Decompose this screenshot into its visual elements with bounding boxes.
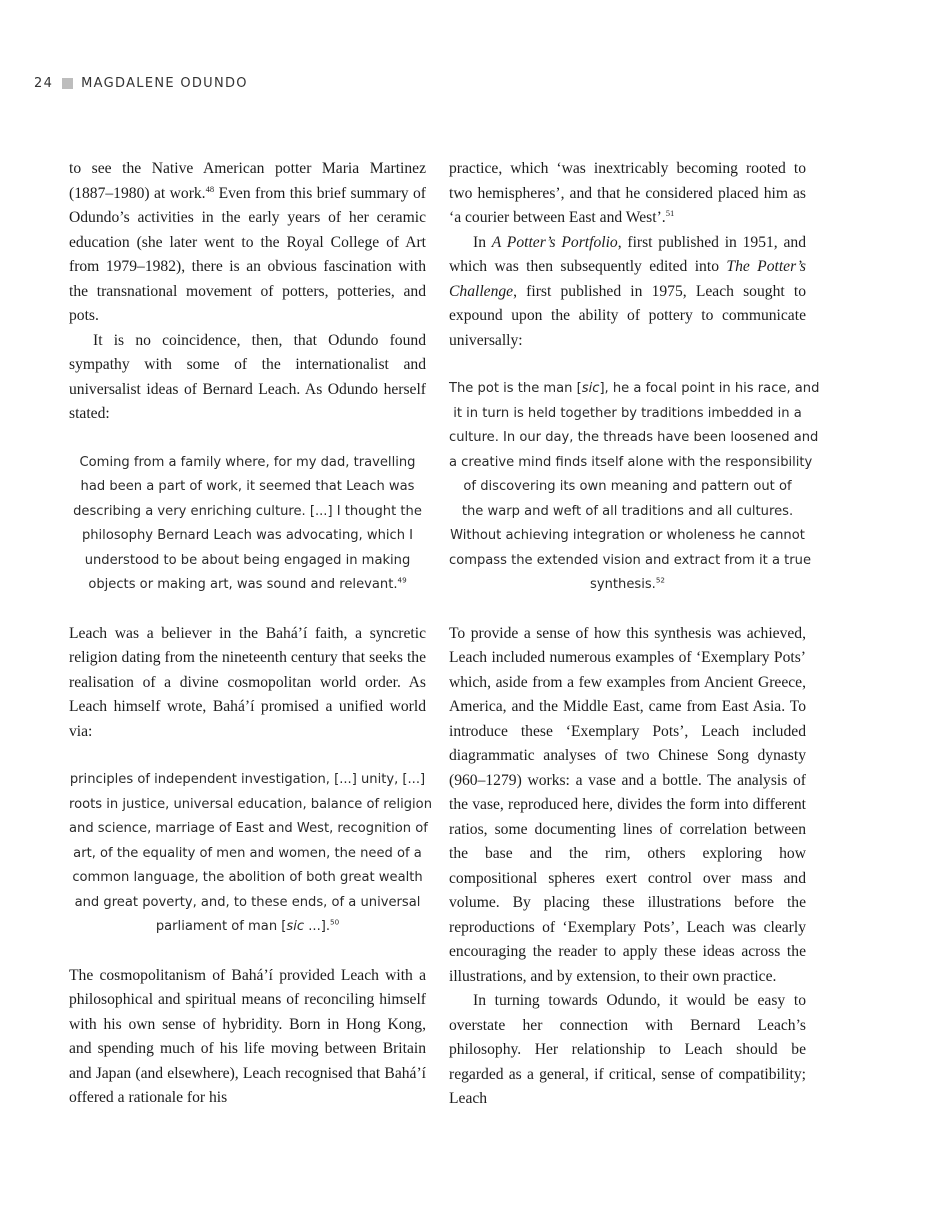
paragraph: to see the Native American potter Maria Martinez (1887–1980) at work.$^{48}$ Even from this brief summary of Odundo’s activities in the early years of her ceramic education (she later went to the Royal College of Art from 1979–1982), there is an obvious fascination with the transnational movement of potters, potteries, and pots. — [69, 160, 426, 324]
paragraph: In A Potter’s Portfolio, first published in 1951, and which was then subsequently edited into The Potter’s Challenge, first published in 1975, Leach sought to expound upon the ability of pottery to communicate universally: — [449, 233, 807, 349]
book-title: A Potter’s Portfolio — [491, 233, 618, 251]
left-column — [69, 157, 432, 1111]
page-number: 24 — [34, 76, 54, 91]
block-quote: Coming from a family where, for my dad, travelling had been a part of work, it seemed that Leach was describing a very enriching culture. [...] I thought the philosophy Bernard Leach was advocating, which I understood to be about being engaged in making objects or making art, was sound and relevant.$^{49}$ — [73, 454, 422, 592]
paragraph: To provide a sense of how this synthesis was achieved, Leach included numerous examples of ‘Exemplary Pots’ which, aside from a few examples from Ancient Greece, America, and the Middle East, came from East Asia. To introduce these ‘Exemplary Pots’, Leach included diagrammatic analyses of two Chinese Song dynasty (960–1279) works: a vase and a bottle. The analysis of the vase, reproduced here, divides the form into different ratios, some documenting lines of correlation between the base and the rim, others exploring how compositional spheres exert control over mass and volume. By placing these illustrations before the reproductions of ‘Exemplary Pots’, Leach was clearly encouraging the reader to apply these ideas across the illustrations, and by extension, to their own practice. — [449, 624, 806, 985]
block-quote: principles of independent investigation, [...] unity, [...] roots in justice, universal education, balance of religion and science, marriage of East and West, recognition of art, of the equality of men and women, the need of a common language, the abolition of both great wealth and great poverty, and, to these ends, of a universal parliament of man [sic ...].$^{50}$ — [69, 772, 432, 934]
paragraph: In turning towards Odundo, it would be easy to overstate her connection with Bernard Leach’s philosophy. Her relationship to Leach should be regarded as a general, if critical, sense of compatibility; Leach — [449, 992, 806, 1107]
right-column — [449, 157, 820, 1112]
paragraph: It is no coincidence, then, that Odundo found sympathy with some of the internationalist and universalist ideas of Bernard Leach. As Odundo herself stated: — [69, 331, 426, 422]
footnote-ref[interactable]: 48 — [205, 183, 215, 194]
block-quote: The pot is the man [sic], he a focal point in his race, and it in turn is held together by traditions imbedded in a culture. In our day, the threads have been loosened and a creative mind finds itself alone with the responsibility of discovering its own meaning and pattern out of the warp and weft of all traditions and all cultures. Without achieving integration or wholeness he cannot compass the extended vision and extract from it a true synthesis.$^{52}$ — [449, 381, 820, 592]
paragraph: The cosmopolitanism of Bahá’í provided Leach with a philosophical and spiritual means of reconciling himself with his own sense of hybridity. Born in Hong Kong, and spending much of his life moving between Britain and Japan (and elsewhere), Leach recognised that Bahá’í offered a rationale for his — [69, 966, 426, 1106]
header-square-ornament — [62, 78, 73, 89]
paragraph: practice, which ‘was inextricably becoming rooted to two hemispheres’, and that he considered placed him as ‘a courier between East and West’.$^{51}$ — [449, 160, 806, 226]
footnote-ref[interactable]: 50 — [330, 917, 340, 927]
running-head — [34, 76, 248, 91]
footnote-ref[interactable]: 51 — [665, 207, 675, 218]
paragraph: Leach was a believer in the Bahá’í faith, a syncretic religion dating from the nineteenth century that seeks the realisation of a divine cosmopolitan world order. As Leach himself wrote, Bahá’í promised a unified world via: — [69, 624, 426, 740]
running-title: MAGDALENE ODUNDO — [81, 76, 248, 91]
footnote-ref[interactable]: 49 — [397, 575, 407, 585]
footnote-ref[interactable]: 52 — [655, 575, 665, 585]
book-title: The Potter’s Challenge — [449, 258, 806, 300]
